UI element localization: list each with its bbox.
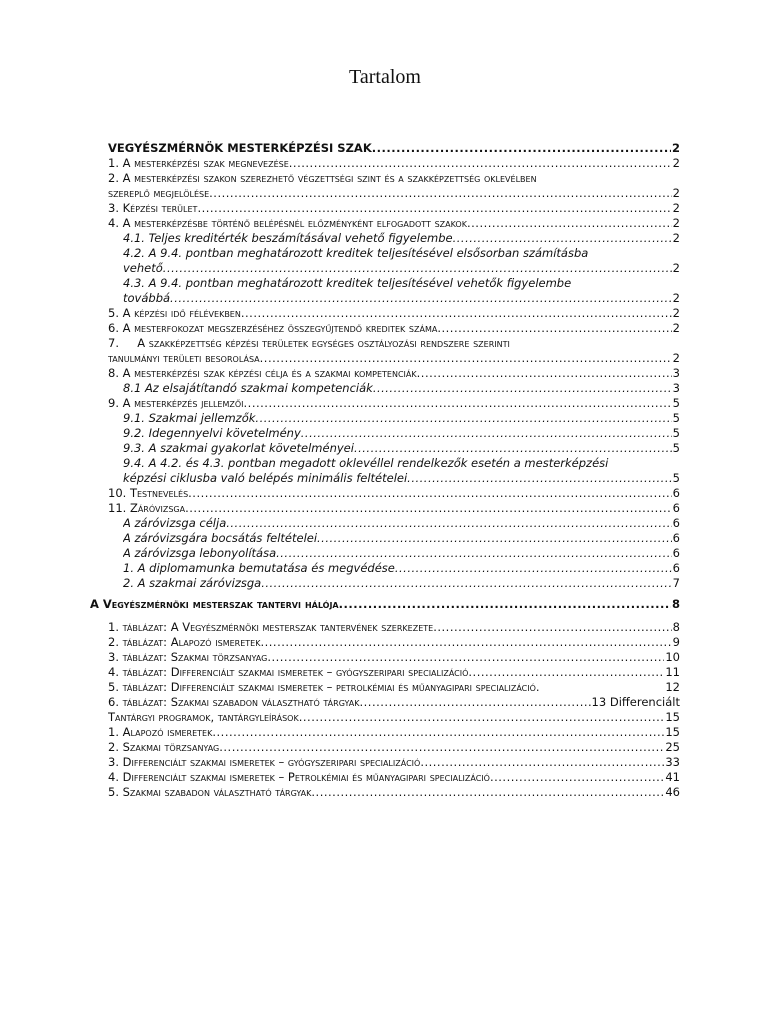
toc-entry[interactable] bbox=[123, 531, 680, 546]
toc-entry-text: 2. Szakmai törzsanyag ..... bbox=[108, 740, 680, 755]
toc-entry-page: 5 bbox=[672, 411, 680, 425]
toc-entry-page: 2 bbox=[672, 306, 680, 320]
toc-entry-text: A záróvizsga lebonyolítása ..... bbox=[123, 546, 680, 561]
toc-entry-text: 1. Alapozó ismeretek ..... bbox=[108, 725, 680, 740]
toc-entry[interactable] bbox=[123, 516, 680, 531]
toc-entry-text: Tantárgyi programok, tantárgyleírások ..... bbox=[108, 710, 680, 725]
toc-entry[interactable] bbox=[108, 770, 680, 785]
toc-entry-page: 2 bbox=[672, 231, 680, 245]
toc-entry[interactable] bbox=[123, 246, 680, 261]
toc-entry-text: 1. A mesterképzési szak megnevezése ..... bbox=[108, 156, 680, 171]
toc-entry[interactable] bbox=[123, 291, 680, 306]
toc-entry[interactable] bbox=[108, 755, 680, 770]
toc-entry-page: 5 bbox=[672, 396, 680, 410]
toc-entry-text: 2. A mesterképzési szakon szerezhető végzettségi szint és a szakképzettség oklevélben bbox=[108, 171, 537, 185]
toc-entry[interactable] bbox=[108, 695, 680, 710]
toc-entry-page: 3 bbox=[672, 381, 680, 395]
toc-entry-text: VEGYÉSZMÉRNÖK MESTERKÉPZÉSI SZAK ..... bbox=[108, 141, 680, 156]
toc-entry[interactable] bbox=[108, 710, 680, 725]
toc-entry-page: 41 bbox=[665, 770, 680, 784]
toc-entry-page: 10 bbox=[665, 650, 680, 664]
toc-entry[interactable] bbox=[108, 366, 680, 381]
toc-entry[interactable] bbox=[108, 486, 680, 501]
toc-entry[interactable] bbox=[123, 576, 680, 591]
toc-entry-text: 4.1. Teljes kreditérték beszámításával vehető figyelembe ..... bbox=[123, 231, 680, 246]
toc-entry-page: 25 bbox=[665, 740, 680, 754]
toc-entry-page: 6 bbox=[672, 546, 680, 560]
toc-entry[interactable] bbox=[108, 306, 680, 321]
toc-entry-text: 3. táblázat: Szakmai törzsanyag ..... bbox=[108, 650, 680, 665]
toc-entry-text: 2. táblázat: Alapozó ismeretek ..... bbox=[108, 635, 680, 650]
toc-entry-text: 9.3. A szakmai gyakorlat követelményei ..... bbox=[123, 441, 680, 456]
toc-entry-page: 3 bbox=[672, 366, 680, 380]
toc-entry-page: 46 bbox=[665, 785, 680, 799]
toc-entry[interactable] bbox=[108, 725, 680, 740]
toc-entry-page: 33 bbox=[665, 755, 680, 769]
toc-entry-text: 5. táblázat: Differenciált szakmai ismeretek – petrolkémiai és műanyagipari specializáció. bbox=[108, 680, 540, 694]
toc-entry-text: 9.1. Szakmai jellemzők ..... bbox=[123, 411, 680, 426]
toc-entry[interactable] bbox=[123, 276, 680, 291]
toc-entry-page: 8 bbox=[671, 597, 680, 611]
toc-entry-page: 11 bbox=[665, 665, 680, 679]
toc-entry-text: 4. A mesterképzésbe történő belépésnél előzményként elfogadott szakok ..... bbox=[108, 216, 680, 231]
toc-entry[interactable] bbox=[108, 665, 680, 680]
toc-entry-page: 2 bbox=[672, 351, 680, 365]
toc-entry-text: 1. táblázat: A Vegyészmérnöki mesterszak tantervének szerkezete ..... bbox=[108, 620, 680, 635]
toc-entry-page: 9 bbox=[672, 635, 680, 649]
toc-entry-text: 2. A szakmai záróvizsga ..... bbox=[123, 576, 680, 591]
toc-entry-page: 6 bbox=[672, 501, 680, 515]
toc-entry-text: 6. A mesterfokozat megszerzéséhez összegyűjtendő kreditek száma ..... bbox=[108, 321, 680, 336]
toc-entry[interactable] bbox=[123, 456, 680, 471]
toc-entry-page: 6 bbox=[672, 561, 680, 575]
toc-entry[interactable] bbox=[108, 216, 680, 231]
toc-entry-text: 4. Differenciált szakmai ismeretek – Petrolkémiai és műanyagipari specializáció ..... bbox=[108, 770, 680, 785]
table-of-contents bbox=[90, 141, 680, 800]
toc-entry[interactable] bbox=[108, 351, 680, 366]
toc-entry-page: 2 bbox=[672, 201, 680, 215]
toc-entry[interactable] bbox=[108, 156, 680, 171]
toc-entry[interactable] bbox=[108, 396, 680, 411]
toc-entry-page: 2 bbox=[672, 321, 680, 335]
toc-entry-page: 5 bbox=[672, 471, 680, 485]
toc-entry-text: 9. A mesterképzés jellemzői ..... bbox=[108, 396, 680, 411]
toc-entry[interactable] bbox=[123, 381, 680, 396]
toc-entry-text: szereplő megjelölése ..... bbox=[108, 186, 680, 201]
toc-entry-text: 8. A mesterképzési szak képzési célja és a szakmai kompetenciák ..... bbox=[108, 366, 680, 381]
toc-entry[interactable] bbox=[90, 597, 680, 612]
toc-entry[interactable] bbox=[108, 501, 680, 516]
toc-entry-page: 12 bbox=[665, 680, 680, 694]
toc-entry[interactable] bbox=[108, 650, 680, 665]
toc-entry-page: 6 bbox=[672, 516, 680, 530]
toc-entry[interactable] bbox=[123, 546, 680, 561]
toc-entry-text: 11. Záróvizsga ..... bbox=[108, 501, 680, 516]
toc-entry-text: képzési ciklusba való belépés minimális feltételei ..... bbox=[123, 471, 680, 486]
toc-entry[interactable] bbox=[108, 141, 680, 156]
toc-entry[interactable] bbox=[123, 561, 680, 576]
toc-entry[interactable] bbox=[108, 201, 680, 216]
toc-entry-page: 6 bbox=[672, 486, 680, 500]
toc-entry-text: 5. A képzési idő félévekben ..... bbox=[108, 306, 680, 321]
toc-entry[interactable] bbox=[123, 261, 680, 276]
toc-entry-text: vehető ..... bbox=[123, 261, 680, 276]
toc-entry-text: A Vegyészmérnöki mesterszak tantervi hálója ..... bbox=[90, 597, 680, 612]
toc-entry-text: 4.2. A 9.4. pontban meghatározott kreditek teljesítésével elsősorban számításba bbox=[123, 246, 589, 260]
toc-entry[interactable] bbox=[108, 620, 680, 635]
toc-entry[interactable] bbox=[108, 635, 680, 650]
toc-entry-page: 2 bbox=[672, 186, 680, 200]
toc-entry-text: 7. A szakképzettség képzési területek egységes osztályozási rendszere szerinti bbox=[108, 336, 510, 350]
toc-entry-text: 9.4. A 4.2. és 4.3. pontban megadott oklevéllel rendelkezők esetén a mesterképzési bbox=[123, 456, 609, 470]
toc-entry[interactable] bbox=[108, 680, 680, 695]
toc-entry[interactable] bbox=[108, 186, 680, 201]
toc-entry-page: 6 bbox=[672, 531, 680, 545]
toc-entry-text: 9.2. Idegennyelvi követelmény ..... bbox=[123, 426, 680, 441]
toc-entry-page: 2 bbox=[671, 141, 680, 155]
toc-entry-page: 8 bbox=[672, 620, 680, 634]
toc-entry[interactable] bbox=[108, 321, 680, 336]
toc-entry[interactable] bbox=[108, 171, 680, 186]
toc-entry[interactable] bbox=[108, 336, 680, 351]
toc-entry-text: 1. A diplomamunka bemutatása és megvédése ..... bbox=[123, 561, 680, 576]
toc-entry-text: továbbá ..... bbox=[123, 291, 680, 306]
toc-entry[interactable] bbox=[123, 411, 680, 426]
toc-entry-text: 4. táblázat: Differenciált szakmai ismeretek – gyógyszeripari specializáció ..... bbox=[108, 665, 680, 680]
toc-entry[interactable] bbox=[123, 441, 680, 456]
toc-entry[interactable] bbox=[108, 785, 680, 800]
toc-entry-page: 7 bbox=[672, 576, 680, 590]
toc-entry[interactable] bbox=[123, 231, 680, 246]
toc-entry[interactable] bbox=[108, 740, 680, 755]
toc-entry-text: 3. Differenciált szakmai ismeretek – gyógyszeripari specializáció ..... bbox=[108, 755, 680, 770]
toc-entry-page: 13 Differenciált bbox=[591, 695, 680, 709]
toc-entry[interactable] bbox=[123, 471, 680, 486]
toc-entry-text: 6. táblázat: Szakmai szabadon választható tárgyak ..... bbox=[108, 695, 680, 710]
toc-entry-page: 5 bbox=[672, 441, 680, 455]
toc-entry-text: 5. Szakmai szabadon választható tárgyak ..... bbox=[108, 785, 680, 800]
toc-entry-page: 15 bbox=[665, 710, 680, 724]
toc-entry-text: A záróvizsgára bocsátás feltételei ..... bbox=[123, 531, 680, 546]
toc-entry-page: 2 bbox=[672, 261, 680, 275]
toc-entry[interactable] bbox=[123, 426, 680, 441]
toc-entry-page: 5 bbox=[672, 426, 680, 440]
toc-entry-page: 2 bbox=[672, 156, 680, 170]
page-title: Tartalom bbox=[349, 66, 421, 88]
toc-entry-text: 3. Képzési terület ..... bbox=[108, 201, 680, 216]
toc-entry-page: 15 bbox=[665, 725, 680, 739]
toc-entry-text: 4.3. A 9.4. pontban meghatározott kreditek teljesítésével vehetők figyelembe bbox=[123, 276, 572, 290]
toc-entry-text: 10. Testnevelés ..... bbox=[108, 486, 680, 501]
toc-entry-text: 8.1 Az elsajátítandó szakmai kompetenciák ..... bbox=[123, 381, 680, 396]
toc-entry-text: tanulmányi területi besorolása ..... bbox=[108, 351, 680, 366]
toc-entry-text: A záróvizsga célja ..... bbox=[123, 516, 680, 531]
toc-entry-page: 2 bbox=[672, 216, 680, 230]
toc-entry-page: 2 bbox=[672, 291, 680, 305]
